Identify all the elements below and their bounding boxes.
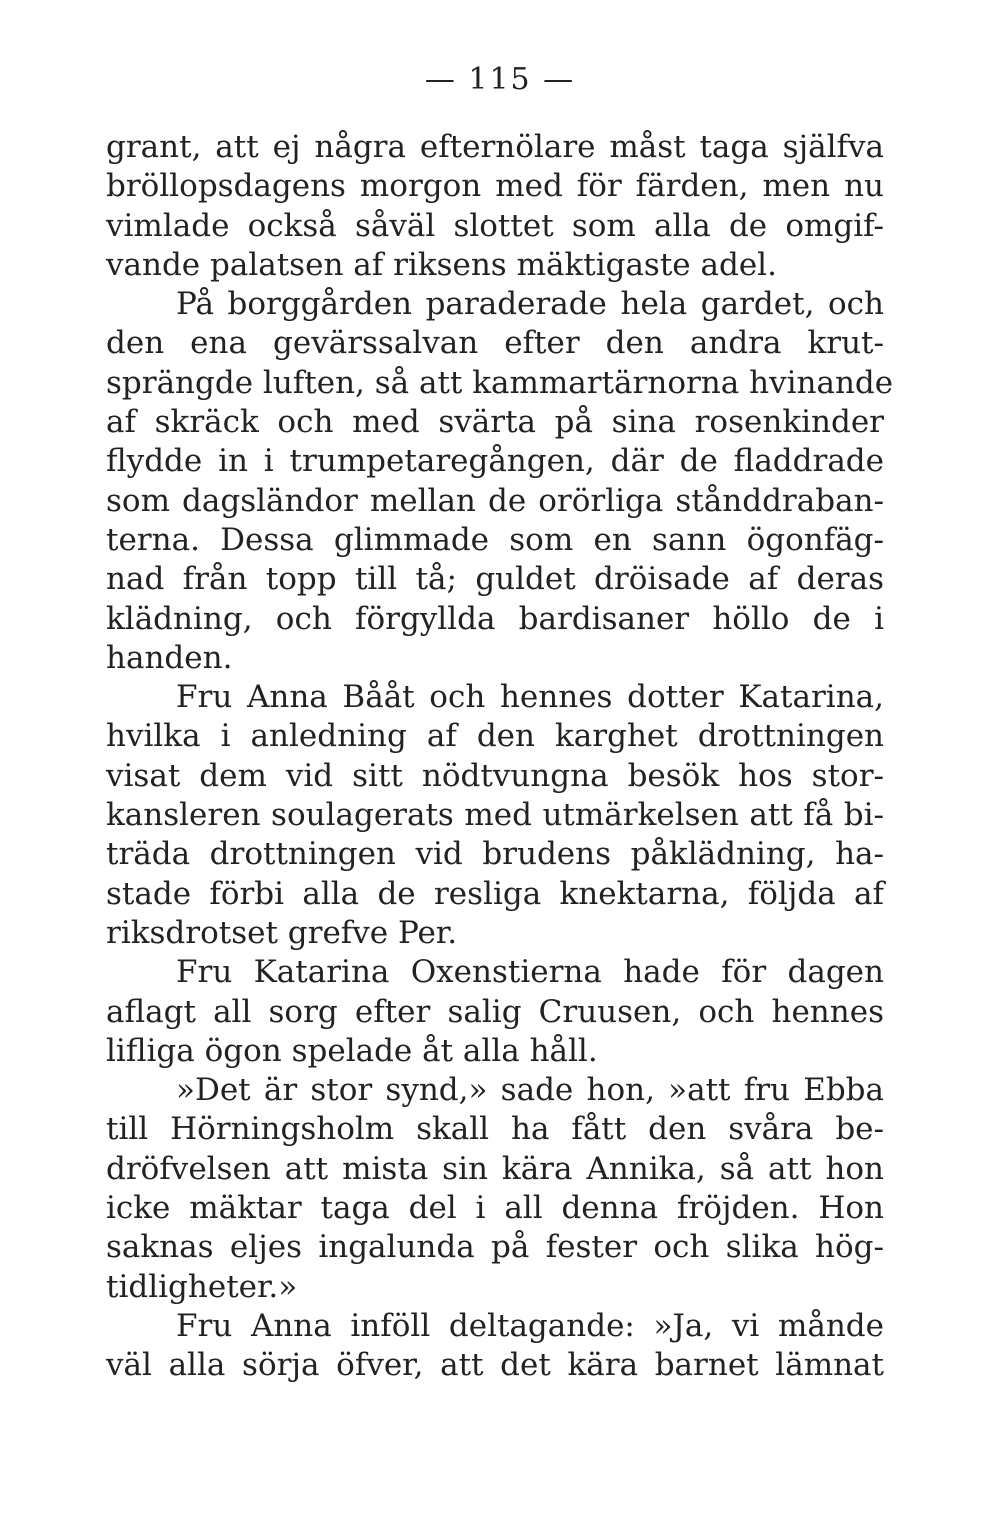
text-line: grant, att ej några efternölare måst taga själfva: [106, 129, 884, 165]
text-line: Fru Anna Bååt och hennes dotter Katarina,: [176, 679, 884, 716]
text-line: Fru Anna inföll deltagande: »Ja, vi månde: [176, 1307, 884, 1344]
text-line: terna. Dessa glimmade som en sann ögonfäg-: [106, 521, 884, 558]
text-line: nad från topp till tå; guldet dröisade af deras: [106, 561, 884, 598]
text-line: till Hörningsholm skall ha fått den svåra be-: [106, 1111, 884, 1148]
text-line: handen.: [106, 639, 233, 676]
text-line: tidligheter.»: [106, 1268, 298, 1305]
text-line: bröllopsdagens morgon med för färden, men nu: [106, 168, 884, 205]
text-line: vande palatsen af riksens mäktigaste adel.: [106, 246, 777, 283]
text-line: Fru Katarina Oxenstierna hade för dagen: [176, 954, 884, 991]
text-line: icke mäktar taga del i all denna fröjden. Hon: [106, 1190, 884, 1227]
text-line: kansleren soulagerats med utmärkelsen att få bi-: [106, 797, 884, 834]
text-line: saknas eljes ingalunda på fester och slika hög-: [106, 1229, 884, 1266]
text-line: väl alla sörja öfver, att det kära barnet lämnat: [106, 1347, 884, 1384]
text-line: lifliga ögon spelade åt alla håll.: [106, 1032, 598, 1069]
text-line: sprängde luften, så att kammartärnorna hvinande: [106, 364, 894, 401]
body-text: [106, 128, 894, 1386]
text-line: träda drottningen vid brudens påklädning, ha-: [106, 836, 884, 873]
text-line: »Det är stor synd,» sade hon, »att fru Ebba: [176, 1072, 884, 1109]
text-line: hvilka i anledning af den karghet drottningen: [106, 718, 884, 755]
text-line: riksdrotset grefve Per.: [106, 914, 458, 951]
text-line: visat dem vid sitt nödtvungna besök hos stor-: [106, 757, 884, 794]
text-line: vimlade också såväl slottet som alla de omgif-: [106, 207, 884, 244]
text-line: flydde in i trumpetaregången, där de fladdrade: [106, 443, 884, 480]
text-line: den ena gevärssalvan efter den andra krut-: [106, 325, 884, 362]
text-line: klädning, och förgyllda bardisaner höllo de i: [106, 600, 884, 637]
text-line: af skräck och med svärta på sina rosenkinder: [106, 404, 884, 441]
text-line: dröfvelsen att mista sin kära Annika, så att hon: [106, 1150, 884, 1187]
text-line: stade förbi alla de resliga knektarna, följda af: [106, 875, 884, 912]
text-line: aflagt all sorg efter salig Cruusen, och hennes: [106, 993, 884, 1030]
page-number: — 115 —: [424, 62, 576, 97]
text-line: som dagsländor mellan de orörliga stånddraban-: [106, 482, 884, 519]
text-line: På borggården paraderade hela gardet, och: [176, 286, 884, 323]
